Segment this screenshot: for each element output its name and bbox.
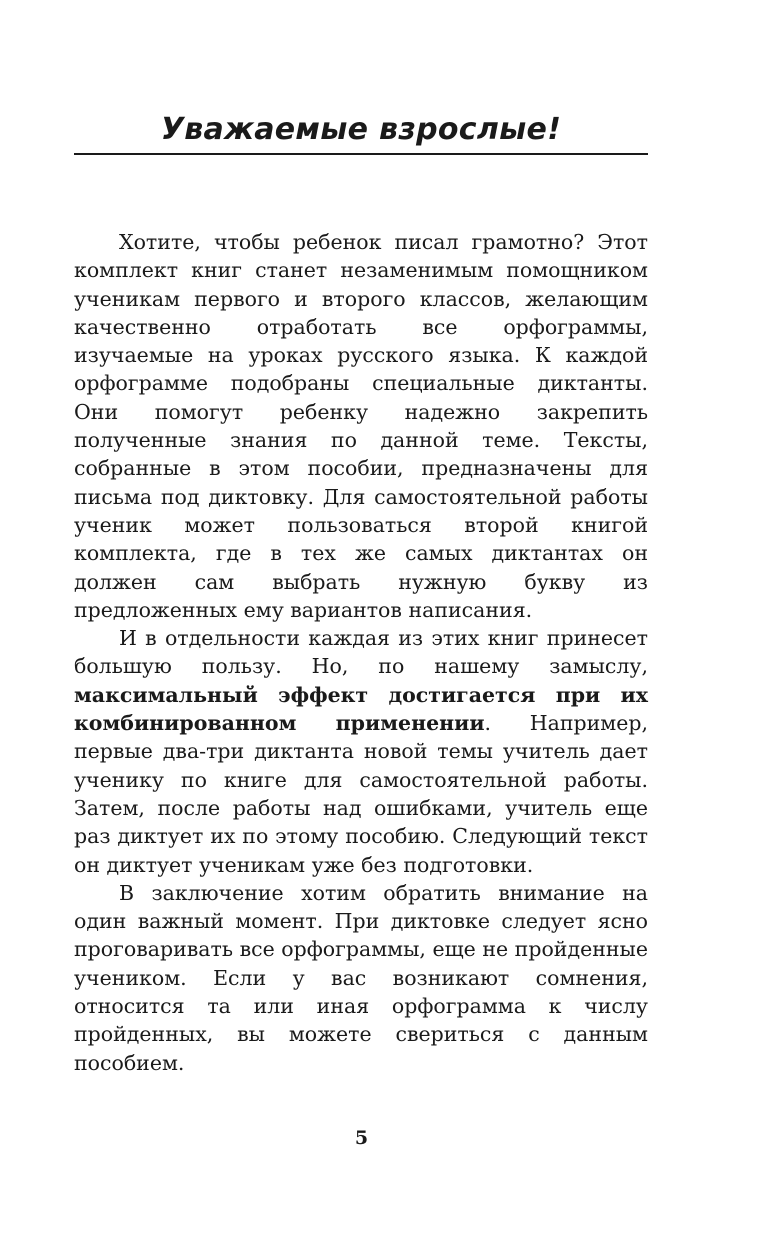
- page-heading: Уважаемые взрослые!: [160, 112, 562, 147]
- paragraph-3: В заключение хотим обратить внимание на один важный момент. При диктовке следует ясно проговаривать все орфограммы, еще не пройденные учеником. Если у вас возникают сомнения, относится та или иная орфограмма к числу пройденных, вы можете свериться с данным пособием.: [74, 880, 648, 1075]
- paragraph-2-rest: . Например, первые два-три диктанта новой темы учитель дает ученику по книге для самостоятельной работы. Затем, после работы над ошибками, учитель еще раз диктует их по этому пособию. Следующий текст он диктует ученикам уже без подготовки.: [74, 711, 648, 877]
- paragraph-2-intro: И в отдельности каждая из этих книг принесет большую пользу. Но, по нашему замыслу,: [74, 626, 648, 679]
- paragraph-1: Хотите, чтобы ребенок писал грамотно? Этот комплект книг станет незаменимым помощником ученикам первого и второго классов, желающим качественно отработать все орфограммы, изучаемые на уроках русского языка. К каждой орфограмме подобраны специальные диктанты. Они помогут ребенку надежно закрепить полученные знания по данной теме. Тексты, собранные в этом пособии, предназначены для письма под диктовку. Для самостоятельной работы ученик может пользоваться второй книгой комплекта, где в тех же самых диктантах он должен сам выбрать нужную букву из предложенных ему вариантов написания.: [74, 230, 648, 622]
- body-text: [74, 228, 648, 1077]
- paragraph-2: [74, 624, 648, 879]
- page-number: 5: [354, 1127, 369, 1149]
- paragraph-2-emphasis: максимальный эффект достигается при их комбинированном применении: [74, 682, 648, 736]
- heading-rule: [74, 153, 648, 155]
